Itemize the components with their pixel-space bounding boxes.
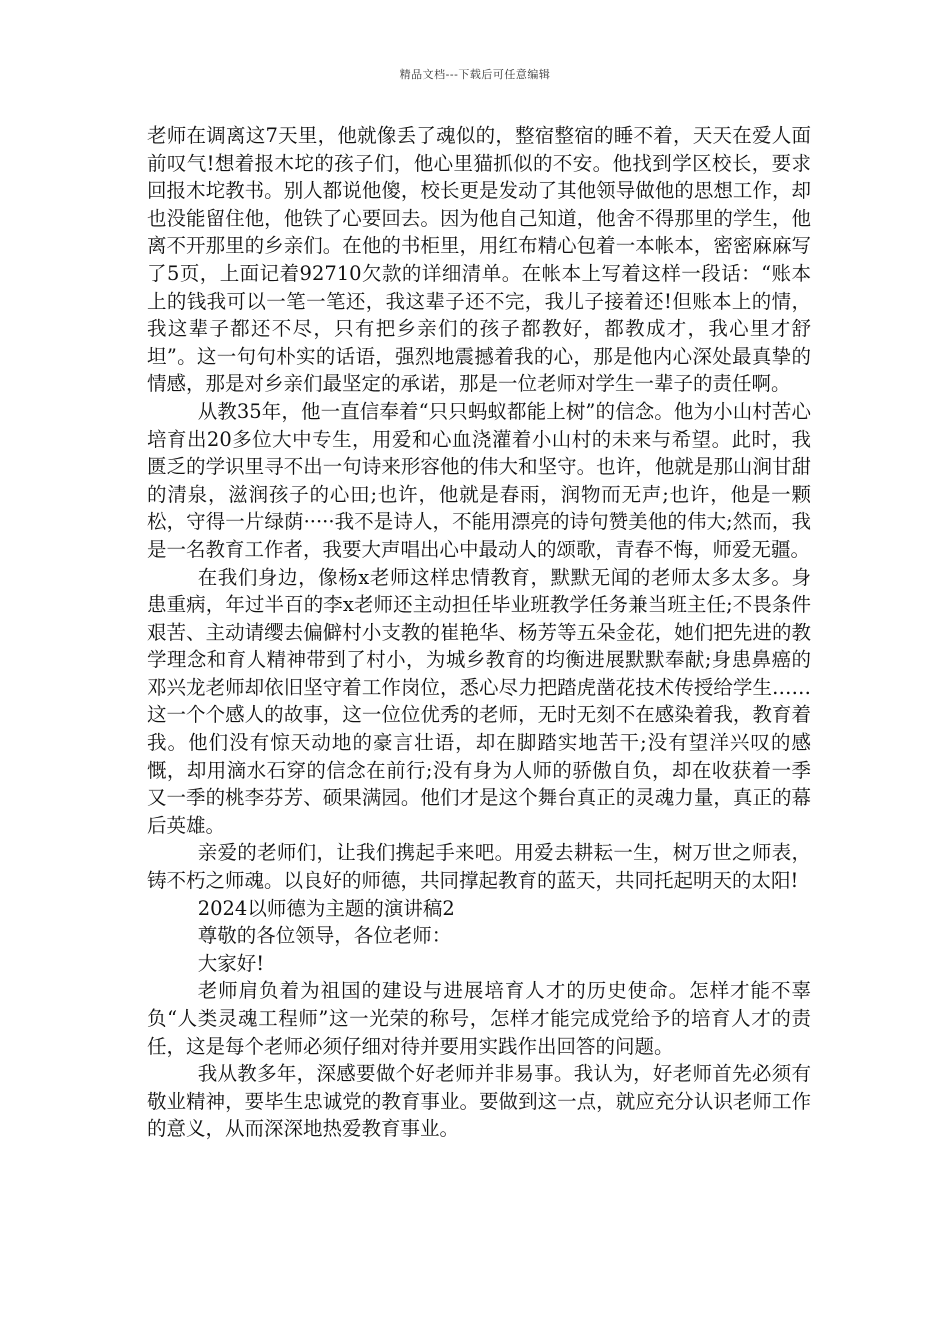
paragraph-5: 老师肩负着为祖国的建设与进展培育人才的历史使命。怎样才能不辜负“人类灵魂工程师”这一光荣的称号，怎样才能完成党给予的培育人才的责任，这是每个老师必须仔细对待并要用实践作出回答的问题。 [147,979,811,1058]
paragraph-4: 亲爱的老师们，让我们携起手来吧。用爱去耕耘一生，树万世之师表，铸不朽之师魂。以良好的师德，共同撑起教育的蓝天，共同托起明天的太阳! [147,841,811,893]
paragraph-6: 我从教多年，深感要做个好老师并非易事。我认为，好老师首先必须有敬业精神，要毕生忠诚党的教育事业。要做到这一点，就应充分认识老师工作的意义，从而深深地热爱教育事业。 [147,1062,811,1141]
document-body [147,122,811,1143]
paragraph-2: 从教35年，他一直信奉着“只只蚂蚁都能上树”的信念。他为小山村苦心培育出20多位大中专生，用爱和心血浇灌着小山村的未来与希望。此时，我匮乏的学识里寻不出一句诗来形容他的伟大和坚守。也许，他就是那山涧甘甜的清泉，滋润孩子的心田;也许，他就是春雨，润物而无声;也许，他是一颗松，守得一片绿荫·····我不是诗人，不能用漂亮的诗句赞美他的伟大;然而，我是一名教育工作者，我要大声唱出心中最动人的颂歌，青春不悔，师爱无疆。 [147,399,811,561]
greeting: 大家好! [197,951,265,975]
salutation: 尊敬的各位领导，各位老师： [197,924,452,948]
section-title: 2024以师德为主题的演讲稿2 [197,896,455,920]
page-header: 精品文档---下载后可任意编辑 [399,68,551,81]
paragraph-3: 在我们身边，像杨x老师这样忠情教育，默默无闻的老师太多太多。身患重病，年过半百的李x老师还主动担任毕业班教学任务兼当班主任;不畏条件艰苦、主动请缨去偏僻村小支教的崔艳华、杨芳等五朵金花，她们把先进的教学理念和育人精神带到了村小，为城乡教育的均衡进展默默奉献;身患鼻癌的邓兴龙老师却依旧坚守着工作岗位，悉心尽力把踏虎凿花技术传授给学生……这一个个感人的故事，这一位位优秀的老师，无时无刻不在感染着我，教育着我。他们没有惊天动地的豪言壮语，却在脚踏实地苦干;没有望洋兴叹的感慨，却用滴水石穿的信念在前行;没有身为人师的骄傲自负，却在收获着一季又一季的桃李芬芳、硕果满园。他们才是这个舞台真正的灵魂力量，真正的幕后英雄。 [147,565,811,837]
paragraph-1: 老师在调离这7天里，他就像丢了魂似的，整宿整宿的睡不着，天天在爱人面前叹气!想着报木坨的孩子们，他心里猫抓似的不安。他找到学区校长，要求回报木坨教书。别人都说他傻，校长更是发动了其他领导做他的思想工作，却也没能留住他，他铁了心要回去。因为他自己知道，他舍不得那里的学生，他离不开那里的乡亲们。在他的书柜里，用红布精心包着一本帐本，密密麻麻写了5页，上面记着92710欠款的详细清单。在帐本上写着这样一段话：“账本上的钱我可以一笔一笔还，我这辈子还不完，我儿子接着还!但账本上的情，我这辈子都还不尽，只有把乡亲们的孩子都教好，都教成才，我心里才舒坦”。这一句句朴实的话语，强烈地震撼着我的心，那是他内心深处最真挚的情感，那是对乡亲们最坚定的承诺，那是一位老师对学生一辈子的责任啊。 [147,124,811,396]
